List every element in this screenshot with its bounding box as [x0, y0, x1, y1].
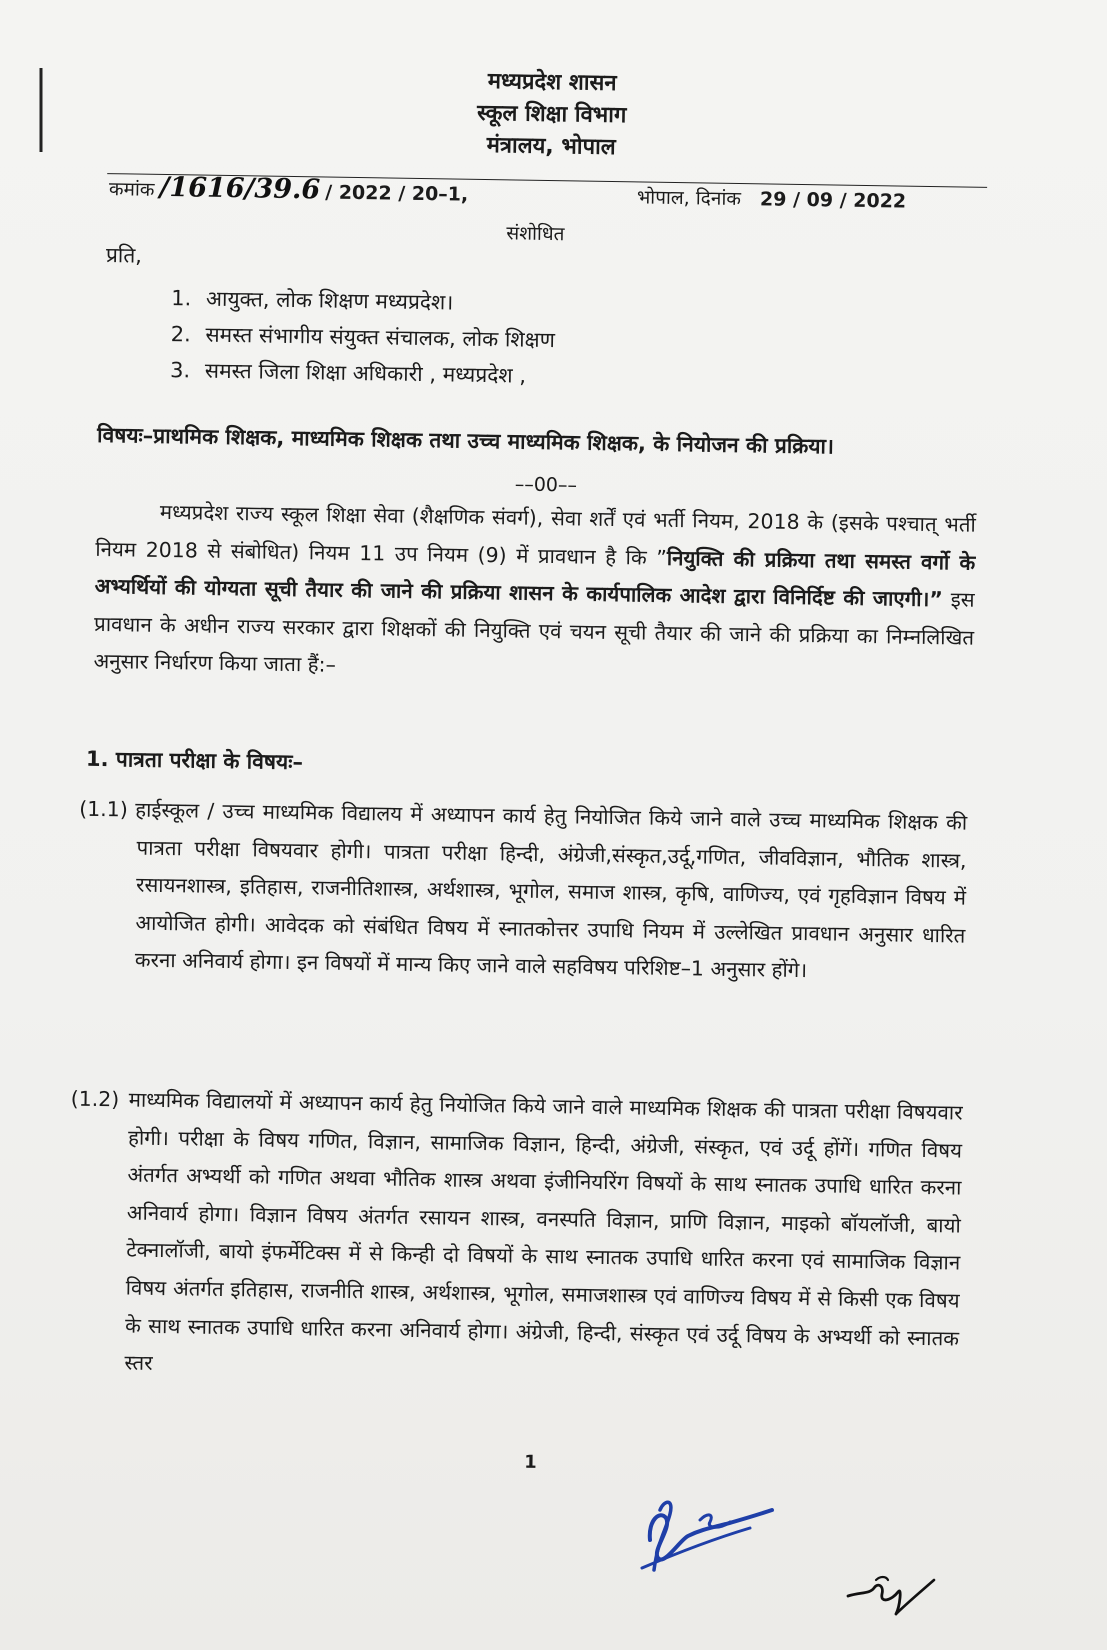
addressee-text: आयुक्त, लोक शिक्षण मध्यप्रदेश।	[205, 286, 454, 315]
section-1-title: 1. पात्रता परीक्षा के विषयः–	[85, 746, 304, 775]
place-date	[637, 183, 907, 213]
addressee-2	[170, 320, 555, 354]
addressee-number: 3.	[169, 358, 191, 383]
handwritten-reference: /1616/39.6	[159, 171, 321, 206]
addressee-text: समस्त संभागीय संयुक्त संचालक, लोक शिक्षण	[205, 322, 556, 353]
intro-paragraph	[93, 493, 976, 695]
to-label: प्रति,	[105, 243, 143, 268]
intro-quoted-provision: नियुक्ति की प्रक्रिया तथा समस्त वर्गो के अभ्यर्थियों की योग्यता सूची तैयार की जाने की प्रक्रिया शासन के कार्यपालिक आदेश द्वारा विनिर्दिष्ट की जाएगी।”	[94, 545, 976, 612]
letter-date: 29 / 09 / 2022	[759, 188, 907, 213]
item-1-2-text: माध्यमिक विद्यालयों में अध्यापन कार्य हेतु नियोजित किये जाने वाले माध्यमिक शिक्षक की पात्रता परीक्षा विषयवार होगी। परीक्षा के विषय गणित, विज्ञान, सामाजिक विज्ञान, हिन्दी, अंग्रेजी, संस्कृत, एवं उर्दू होंगें। गणित विषय अंतर्गत अभ्यर्थी को गणित अथवा भौतिक शास्त्र अथवा इंजीनियरिंग विषयों के साथ स्नातक उपाधि धारित करना अनिवार्य होगा। विज्ञान विषय अंतर्गत रसायन शास्त्र, वनस्पति विज्ञान, प्राणि विज्ञान, माइको बॉयलॉजी, बायो टेक्नालॉजी, बायो इंफर्मेटिक्स में से किन्ही दो विषयों के साथ स्नातक उपाधि धारित करना एवं सामाजिक विज्ञान विषय अंतर्गत इतिहास, राजनीति शास्त्र, अर्थशास्त्र, भूगोल, समाजशास्त्र एवं वाणिज्य विषय में से किसी एक विषय के साथ स्नातक उपाधि धारित करना अनिवार्य होगा। अंग्रेजी, हिन्दी, संस्कृत एवं उर्दू विषय के अभ्यर्थी को स्नातक स्तर	[124, 1087, 963, 1376]
item-1-2-number: (1.2)	[70, 1086, 120, 1112]
intro-text-cont: इस प्रावधान के अधीन राज्य सरकार द्वारा शिक्षकों की नियुक्ति एवं चयन सूची तैयार की जाने की प्रक्रिया का निम्नलिखित अनुसार निर्धारण किया जाता हैं:–	[93, 587, 975, 678]
intro-text: मध्यप्रदेश राज्य स्कूल शिक्षा सेवा (शैक्षणिक संवर्ग), सेवा शर्तें एवं भर्ती नियम, 2018 के (इसके पश्चात् भर्ती नियम 2018 से संबोधित) नियम 11 उप नियम (9) में प्रावधान है कि ”	[95, 499, 976, 570]
initials-mark	[840, 1570, 940, 1630]
separator: ––00––	[514, 473, 578, 497]
signature-blue	[630, 1470, 790, 1580]
addressee-3	[170, 356, 526, 390]
addressee-number: 2.	[170, 322, 191, 347]
addressee-number: 1.	[171, 286, 192, 311]
item-1-1-number: (1.1)	[79, 796, 129, 822]
reference-suffix: / 2022 / 20–1,	[325, 181, 469, 206]
addressee-1	[171, 284, 453, 316]
page-number: 1	[524, 1451, 537, 1473]
header-ministry: मंत्रालय, भोपाल	[486, 133, 616, 161]
item-1-1-text: हाईस्कूल / उच्च माध्यमिक विद्यालय में अध्यापन कार्य हेतु नियोजित किये जाने वाले उच्च माध्यमिक शिक्षक की पात्रता परीक्षा विषयवार होगी। पात्रता परीक्षा हिन्दी, अंग्रेजी,संस्कृत,उर्दू,गणित, जीवविज्ञान, भौतिक शास्त्र, रसायनशास्त्र, इतिहास, राजनीतिशास्त्र, अर्थशास्त्र, भूगोल, समाज शास्त्र, कृषि, वाणिज्य, एवं गृहविज्ञान विषय में आयोजित होगी। आवेदक को संबंधित विषय में स्नातकोत्तर उपाधि नियम में उल्लेखित प्रावधान अनुसार धारित करना अनिवार्य होगा। इन विषयों में मान्य किए जाने वाले सहविषय परिशिष्ट–1 अनुसार होंगे।	[134, 797, 968, 983]
place-date-label: भोपाल, दिनांक	[636, 186, 742, 211]
subject-line: विषयः–प्राथमिक शिक्षक, माध्यमिक शिक्षक तथा उच्च माध्यमिक शिक्षक, के नियोजन की प्रक्रिया।	[96, 422, 835, 459]
addressee-text: समस्त जिला शिक्षा अधिकारी , मध्यप्रदेश ,	[204, 358, 527, 388]
revised-label: संशोधित	[506, 222, 565, 246]
header-government: मध्यप्रदेश शासन	[487, 69, 617, 97]
header-department: स्कूल शिक्षा विभाग	[476, 100, 627, 129]
reference-number	[109, 171, 469, 208]
reference-prefix: कमांक	[108, 178, 155, 201]
